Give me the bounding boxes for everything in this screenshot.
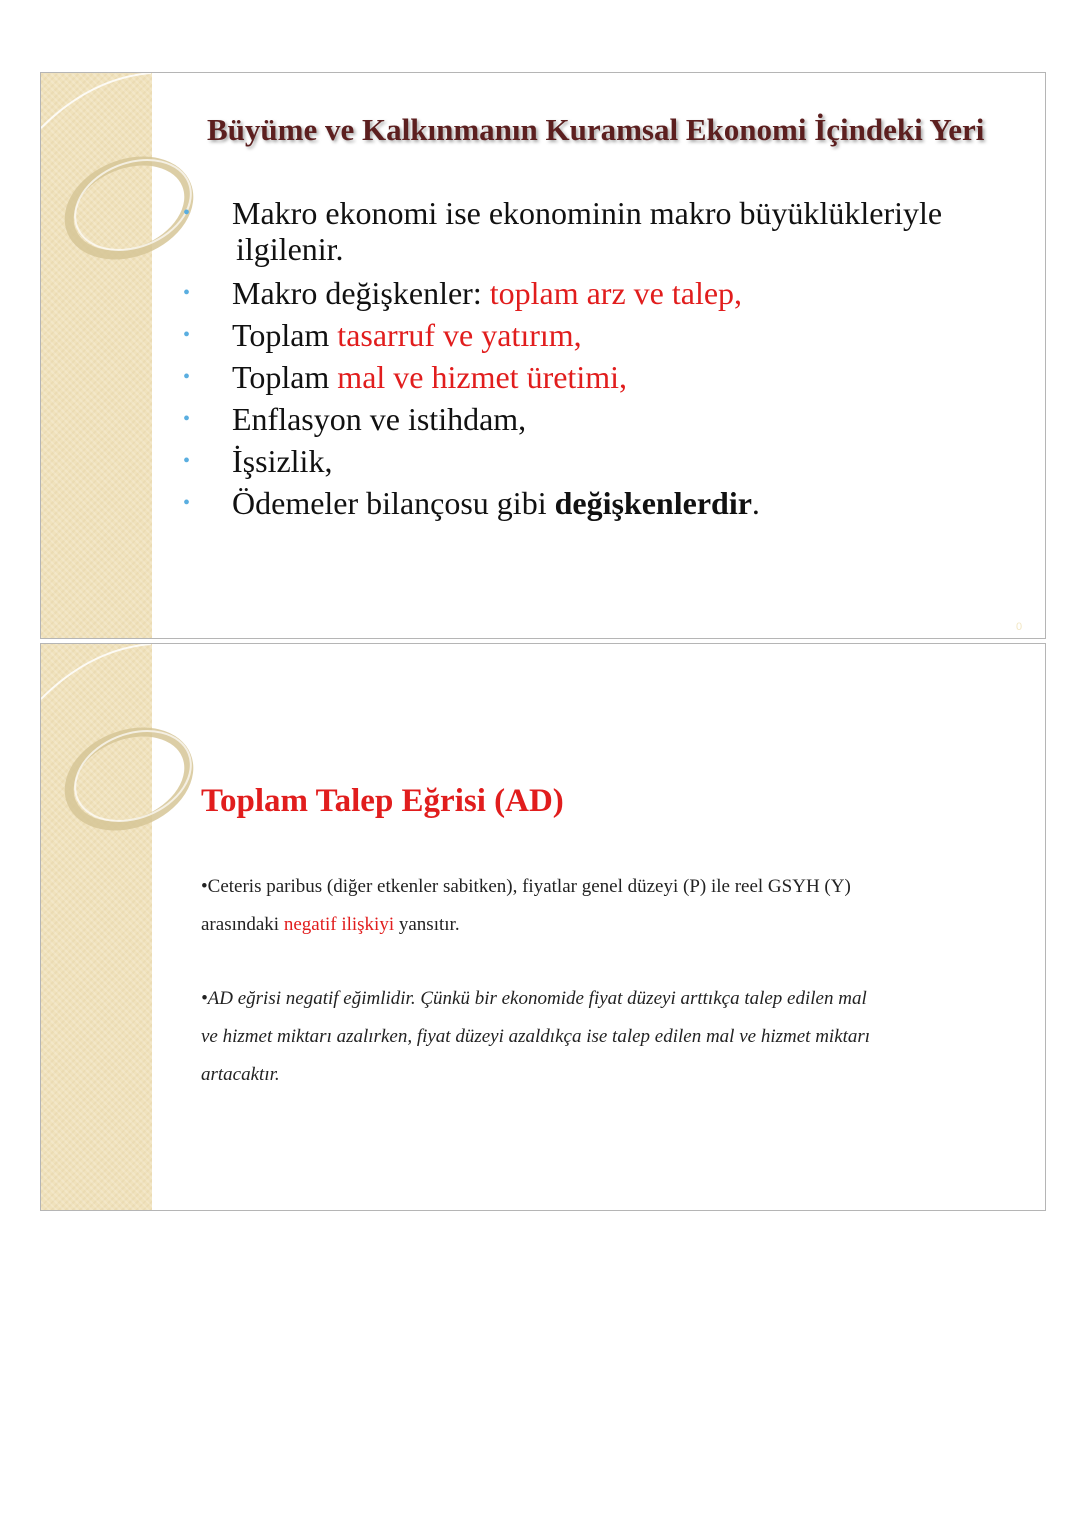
- paragraph: [201, 868, 1001, 944]
- highlight-text: tasarruf ve yatırım,: [337, 317, 582, 353]
- bullet-text: İşsizlik,: [232, 443, 333, 479]
- slide-1: [40, 72, 1046, 639]
- bullet-text: Makro ekonomi ise ekonominin makro büyüklükleriyle: [232, 195, 943, 231]
- bullet-text: Enflasyon ve istihdam,: [232, 401, 527, 437]
- paragraph-line: arasındaki: [201, 914, 284, 935]
- paragraph: [201, 980, 1001, 1094]
- bullet-text-end: .: [751, 485, 760, 521]
- slide-2: [40, 643, 1046, 1211]
- bullet-dot-icon: •: [183, 450, 191, 472]
- slide-title: Büyüme ve Kalkınmanın Kuramsal Ekonomi İçindeki Yeri: [207, 112, 985, 147]
- ring-decoration-icon: [41, 644, 211, 904]
- bullet-text-continuation: ilgilenir.: [236, 231, 344, 267]
- paragraph-line: yansıtır.: [394, 914, 460, 935]
- highlight-text: negatif ilişkiyi: [283, 914, 395, 935]
- bullet-item: [161, 273, 1021, 313]
- bullet-dot-icon: •: [183, 408, 191, 430]
- bullet-item: [161, 399, 1021, 439]
- bullet-dot-icon: •: [183, 366, 191, 388]
- highlight-text: toplam arz ve talep,: [489, 275, 743, 311]
- slide-title: Toplam Talep Eğrisi (AD): [201, 783, 564, 819]
- bullet-item: [161, 483, 1021, 523]
- bullet-item: [161, 315, 1021, 355]
- bullet-text: Toplam: [232, 317, 338, 353]
- paragraph-line: •AD eğrisi negatif eğimlidir. Çünkü bir ekonomide fiyat düzeyi arttıkça talep edilen mal: [201, 988, 867, 1009]
- bullet-text: Makro değişkenler:: [232, 275, 490, 311]
- bullet-dot-icon: •: [183, 324, 191, 346]
- page-number: 0: [1016, 621, 1023, 633]
- bullet-dot-icon: •: [183, 202, 191, 224]
- paragraph-line: •Ceteris paribus (diğer etkenler sabitken), fiyatlar genel düzeyi (P) ile reel GSYH (Y): [201, 876, 851, 897]
- paragraph-line: ve hizmet miktarı azalırken, fiyat düzeyi azaldıkça ise talep edilen mal ve hizmet miktarı: [201, 1026, 871, 1047]
- bullet-item: [161, 441, 1021, 481]
- bold-text: değişkenlerdir: [554, 485, 752, 521]
- bullet-dot-icon: •: [183, 492, 191, 514]
- bullet-text: Toplam: [232, 359, 338, 395]
- bullet-text: Ödemeler bilançosu gibi: [232, 485, 555, 521]
- highlight-text: mal ve hizmet üretimi,: [337, 359, 627, 395]
- bullet-dot-icon: •: [183, 282, 191, 304]
- bullet-item: [161, 195, 1021, 267]
- bullet-item: [161, 357, 1021, 397]
- paragraph-line: artacaktır.: [201, 1064, 280, 1085]
- bullet-list: [161, 195, 1021, 525]
